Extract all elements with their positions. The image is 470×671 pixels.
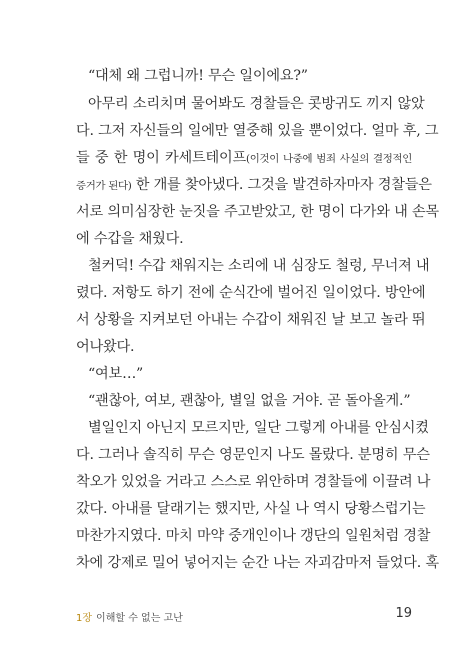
- text-line: 렸다. 저항도 하기 전에 순식간에 벌어진 일이었다. 방안에: [76, 285, 426, 301]
- text-line: 서 상황을 지켜보던 아내는 수갑이 채워진 날 보고 놀라 뛰: [76, 312, 426, 328]
- text-segment: 들 중 한 명이 카세트테이프: [76, 150, 246, 166]
- text-segment: 한 개를 찾아냈다. 그것을 발견하자마자 경찰들은: [131, 177, 432, 193]
- footnote-inline: 증거가 된다): [76, 180, 132, 192]
- text-line: [76, 148, 412, 169]
- chapter-number: 1장: [76, 613, 93, 624]
- text-line: 아무리 소리치며 물어봐도 경찰들은 콧방귀도 끼지 않았: [88, 96, 425, 112]
- text-line: 갔다. 아내를 달래기는 했지만, 사실 나 역시 당황스럽기는: [76, 501, 426, 517]
- text-line: 차에 강제로 밀어 넣어지는 순간 나는 자괴감마저 들었다. 혹: [76, 555, 439, 571]
- running-footer: [76, 609, 183, 624]
- text-line: 다. 그저 자신들의 일에만 열중해 있을 뿐이었다. 얼마 후, 그: [76, 123, 439, 139]
- text-line: 어나왔다.: [76, 339, 135, 355]
- text-line: [76, 175, 432, 196]
- text-line: 서로 의미심장한 눈짓을 주고받았고, 한 명이 다가와 내 손목: [76, 204, 439, 220]
- footnote-inline: (이것이 나중에 범죄 사실의 결정적인: [245, 153, 412, 165]
- text-line: 별일인지 아닌지 모르지만, 일단 그렇게 아내를 안심시켰: [88, 420, 429, 436]
- text-line: 철커덕! 수갑 채워지는 소리에 내 심장도 철렁, 무너져 내: [88, 258, 430, 274]
- text-line: 마찬가지였다. 마치 마약 중개인이나 갱단의 일원처럼 경찰: [76, 528, 431, 544]
- dialogue-line: “괜찮아, 여보, 괜찮아, 별일 없을 거야. 곧 돌아올게.”: [88, 393, 411, 409]
- text-line: 착오가 있었을 거라고 스스로 위안하며 경찰들에 이끌려 나: [76, 474, 431, 490]
- dialogue-line: “여보…”: [88, 366, 144, 382]
- dialogue-line: “대체 왜 그럽니까! 무슨 일이에요?”: [88, 68, 308, 84]
- text-line: 다. 그러나 솔직히 무슨 영문인지 나도 몰랐다. 분명히 무슨: [76, 447, 430, 463]
- page-number: 19: [395, 606, 412, 621]
- chapter-title: 이해할 수 없는 고난: [96, 613, 183, 624]
- text-line: 에 수갑을 채웠다.: [76, 231, 184, 247]
